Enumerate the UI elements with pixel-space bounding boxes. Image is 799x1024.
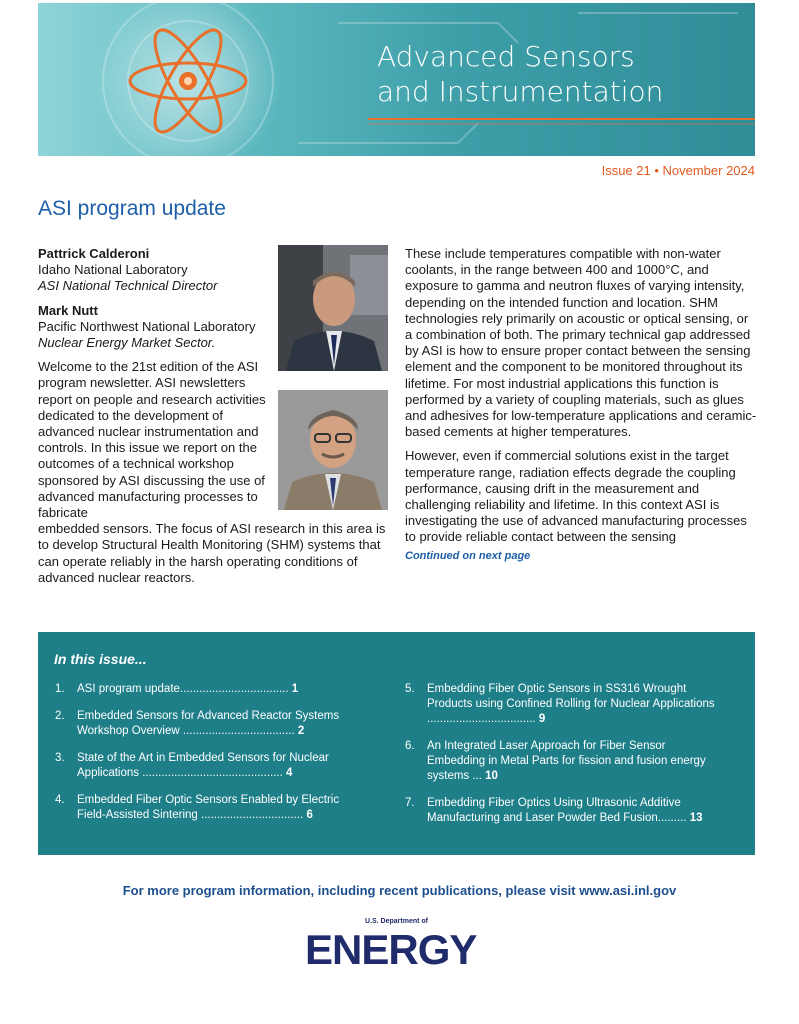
intro-text: Welcome to the 21st edition of the ASI program newsletter. ASI newsletters report on people and research activities dedicated to the development of advanced nuclear instrumentation and controls. In this issue we report on the outcomes of a technical workshop sponsored by ASI discussing the use of advanced manufacturing processes to fabricate <box>38 359 266 521</box>
newsletter-title: Advanced Sensors and Instrumentation <box>377 40 664 108</box>
toc-column-right <box>405 682 715 838</box>
toc-item[interactable]: 2. Embedded Sensors for Advanced Reactor Systems Workshop Overview ................................... 2 <box>55 710 340 737</box>
toc-item[interactable]: 6. An Integrated Laser Approach for Fiber Sensor Embedding in Metal Parts for fission and fusion energy systems ... 10 <box>405 740 706 782</box>
author-photo-2 <box>278 390 388 510</box>
toc-item[interactable]: 1. ASI program update.................................. 1 <box>55 683 299 695</box>
toc-item[interactable]: 4. Embedded Fiber Optic Sensors Enabled by Electric Field-Assisted Sintering ................................ 6 <box>55 794 340 821</box>
right-column <box>405 246 758 564</box>
toc-item[interactable]: 3. State of the Art in Embedded Sensors for Nuclear Applications ............................................ 4 <box>55 752 329 779</box>
toc-item[interactable]: 5. Embedding Fiber Optic Sensors in SS316 Wrought Products using Confined Rolling for Nuclear Applications .................................. 9 <box>405 683 715 725</box>
toc-heading: In this issue... <box>54 651 147 667</box>
issue-date: Issue 21 • November 2024 <box>601 163 755 178</box>
body-paragraph-2: However, even if commercial solutions exist in the target temperature range, radiation effects degrade the coupling performance, causing drift in the measurement and challenging reliability and lifetime. In this context ASI is investigating the use of advanced manufacturing processes to provide reliable contact between the sensing <box>405 448 747 545</box>
program-info-link[interactable]: For more program information, including recent publications, please visit www.asi.inl.gov <box>122 883 677 898</box>
page-title: ASI program update <box>38 197 226 220</box>
header-banner <box>38 3 755 156</box>
author-1: Pattrick Calderoni Idaho National Laboratory ASI National Technical Director <box>38 246 218 294</box>
doe-logo: U.S. Department of ENERGY <box>305 918 477 973</box>
body-paragraph-1: These include temperatures compatible with non-water coolants, in the range between 400 and 1000°C, and exposure to gamma and neutron fluxes of varying intensity, depending on the intended function and location. SHM technologies rely primarily on acoustic or optical sensing, or a combination of both. The primary technical gap addressed by ASI is how to ensure proper contact between the sensing element and the component to be monitored throughout its lifetime. For most industrial applications this function is performed by a variety of coupling materials, such as glues and adhesives for low-temperature applications and ceramic-based cements at higher temperatures. <box>405 246 757 440</box>
table-of-contents <box>38 632 755 855</box>
toc-column-left <box>55 682 365 835</box>
author-2: Mark Nutt Pacific Northwest National Laboratory Nuclear Energy Market Sector. <box>38 302 256 351</box>
continued-link[interactable]: Continued on next page <box>405 549 531 562</box>
intro-text-continued: embedded sensors. The focus of ASI research in this area is to develop Structural Health Monitoring (SHM) systems that can operate reliably in the harsh operating conditions of advanced nuclear reactors. <box>38 521 386 585</box>
author-photo-1 <box>278 245 388 371</box>
toc-item[interactable]: 7. Embedding Fiber Optics Using Ultrasonic Additive Manufacturing and Laser Powder Bed Fusion......... 13 <box>405 797 703 824</box>
